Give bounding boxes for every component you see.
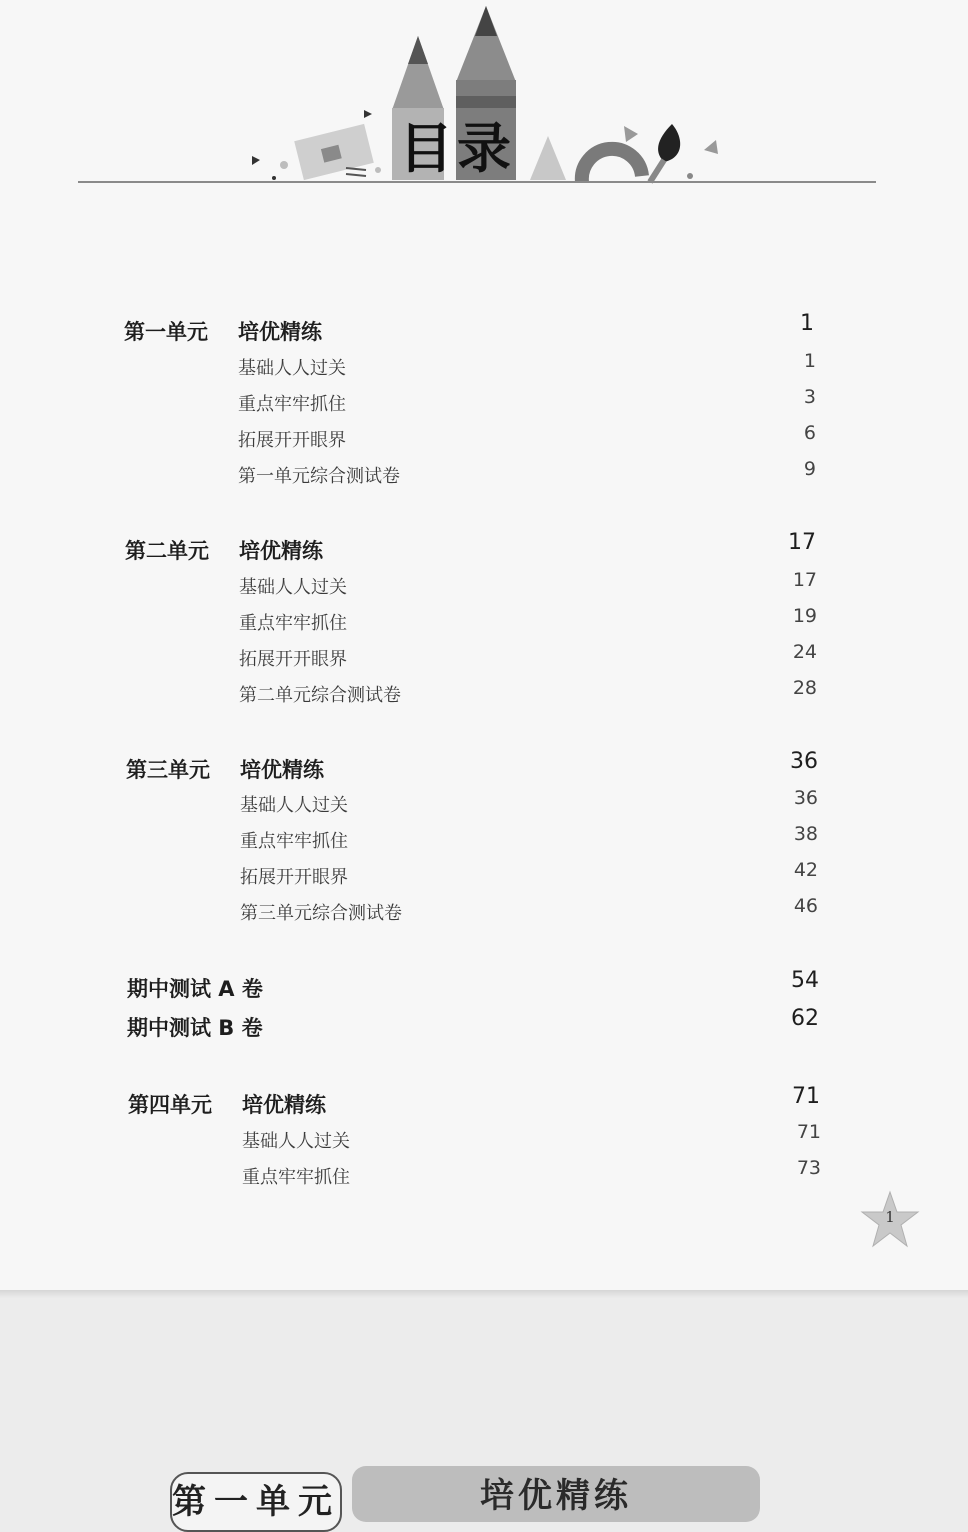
toc-unit2-item1[interactable]: 基础人人过关 xyxy=(239,577,347,598)
toc-unit1-item3[interactable]: 拓展开开眼界 xyxy=(238,430,346,451)
toc-unit4-page: 71 xyxy=(792,1084,820,1109)
toc-unit4-label[interactable]: 第四单元 xyxy=(128,1093,212,1117)
toc-unit3-label[interactable]: 第三单元 xyxy=(126,758,210,782)
toc-unit4-item2[interactable]: 重点牢牢抓住 xyxy=(242,1167,350,1188)
toc-unit4-item2-page: 73 xyxy=(796,1157,821,1179)
toc-unit1-item1-page: 1 xyxy=(803,350,816,372)
toc-unit3-item4-page: 46 xyxy=(793,895,818,917)
toc-midterm-a[interactable]: 期中测试 A 卷 xyxy=(127,977,263,1001)
toc-unit3-item2[interactable]: 重点牢牢抓住 xyxy=(240,831,348,852)
next-page-section-banner: 培优精练 xyxy=(352,1466,760,1522)
next-page-peek xyxy=(0,1460,968,1522)
toc-unit1-item4[interactable]: 第一单元综合测试卷 xyxy=(238,466,400,487)
toc-unit1-item2-page: 3 xyxy=(803,386,816,408)
toc-unit2-item2-page: 19 xyxy=(792,605,817,627)
toc-unit2-page: 17 xyxy=(788,530,816,555)
toc-unit1-item3-page: 6 xyxy=(803,422,816,444)
toc-unit3-section[interactable]: 培优精练 xyxy=(240,758,324,782)
toc-unit2-item4-page: 28 xyxy=(792,677,817,699)
toc-midterm-b-page: 62 xyxy=(791,1006,819,1031)
toc-unit3-item2-page: 38 xyxy=(793,823,818,845)
toc-unit4-section[interactable]: 培优精练 xyxy=(242,1093,326,1117)
next-page-unit-tab: 第一单元 xyxy=(170,1472,342,1532)
toc-unit1-label[interactable]: 第一单元 xyxy=(124,320,208,344)
toc-unit2-item1-page: 17 xyxy=(792,569,817,591)
toc-unit2-item3[interactable]: 拓展开开眼界 xyxy=(239,649,347,670)
toc-unit2-label[interactable]: 第二单元 xyxy=(125,539,209,563)
toc-unit4-item1-page: 71 xyxy=(796,1121,821,1143)
page-title: 目录 xyxy=(399,117,515,180)
toc-unit2-item3-page: 24 xyxy=(792,641,817,663)
page-edge-shadow xyxy=(0,1290,968,1298)
toc-unit1-item1[interactable]: 基础人人过关 xyxy=(238,358,346,379)
toc-unit1-section[interactable]: 培优精练 xyxy=(238,320,322,344)
page-number: 1 xyxy=(885,1208,895,1226)
toc-unit3-item3[interactable]: 拓展开开眼界 xyxy=(240,867,348,888)
toc-midterm-a-page: 54 xyxy=(791,968,819,993)
toc-unit3-item1-page: 36 xyxy=(793,787,818,809)
toc-unit3-page: 36 xyxy=(790,749,818,774)
toc-unit3-item4[interactable]: 第三单元综合测试卷 xyxy=(240,903,402,924)
toc-unit2-item4[interactable]: 第二单元综合测试卷 xyxy=(239,685,401,706)
toc-unit2-item2[interactable]: 重点牢牢抓住 xyxy=(239,613,347,634)
toc-unit1-page: 1 xyxy=(800,311,814,336)
toc-unit4-item1[interactable]: 基础人人过关 xyxy=(242,1131,350,1152)
toc-midterm-b[interactable]: 期中测试 B 卷 xyxy=(127,1016,263,1040)
toc-unit1-item2[interactable]: 重点牢牢抓住 xyxy=(238,394,346,415)
toc-unit3-item1[interactable]: 基础人人过关 xyxy=(240,795,348,816)
toc-unit2-section[interactable]: 培优精练 xyxy=(239,539,323,563)
toc-unit3-item3-page: 42 xyxy=(793,859,818,881)
toc-unit1-item4-page: 9 xyxy=(803,458,816,480)
